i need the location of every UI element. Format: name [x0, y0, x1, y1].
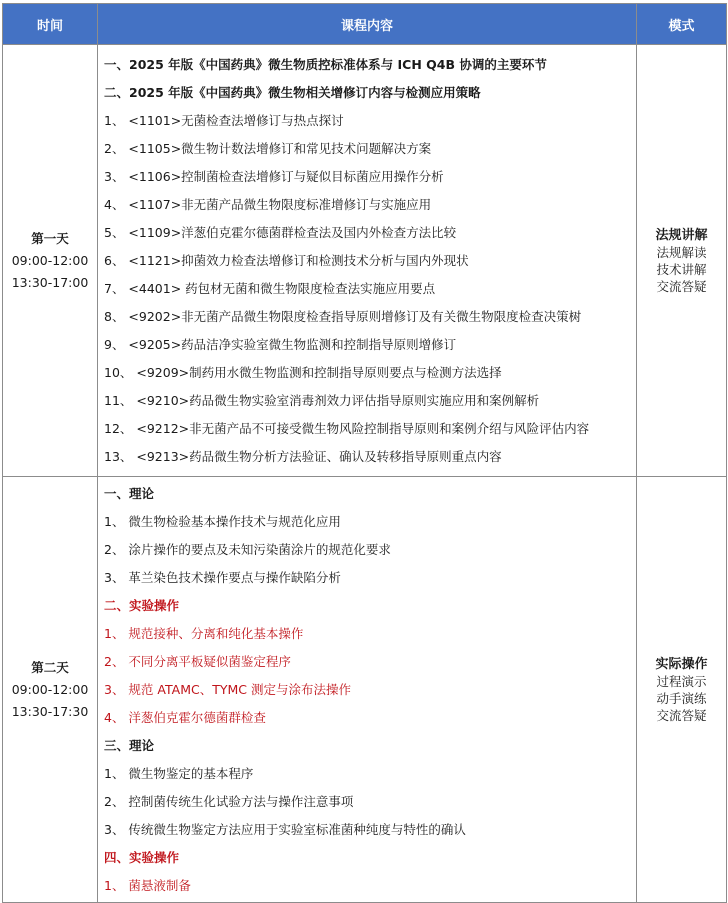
day1-row: [3, 45, 727, 477]
day2-time-morning: 09:00-12:00: [11, 681, 89, 697]
day2-mode-item: 动手演练: [656, 690, 707, 706]
day2-content-line: 1、 规范接种、分离和纯化基本操作: [104, 625, 304, 641]
day2-content-list: [98, 480, 636, 900]
day1-mode-item: 技术讲解: [656, 261, 707, 277]
day2-content-line: 1、 菌悬液制备: [104, 877, 191, 893]
day1-content-line: 8、 <9202>非无菌产品微生物限度检查指导原则增修订及有关微生物限度检查决策树: [104, 308, 582, 324]
day2-content-line: 2、 控制菌传统生化试验方法与操作注意事项: [104, 793, 354, 809]
day1-mode-cell: [637, 45, 727, 477]
day1-time-morning: 09:00-12:00: [11, 252, 89, 268]
day1-content-list: [98, 51, 636, 471]
day1-content-line: 2、 <1105>微生物计数法增修订和常见技术问题解决方案: [104, 140, 432, 156]
day2-mode-title: 实际操作: [655, 656, 708, 672]
day1-content-line: 5、 <1109>洋葱伯克霍尔德菌群检查法及国内外检查方法比较: [104, 224, 457, 240]
day2-content-line: 1、 微生物检验基本操作技术与规范化应用: [104, 513, 341, 529]
header-time: 时间: [3, 4, 98, 45]
day1-label: 第一天: [31, 230, 69, 246]
header-mode: 模式: [637, 4, 727, 45]
day2-content-line: 3、 革兰染色技术操作要点与操作缺陷分析: [104, 569, 341, 585]
day2-content-line: 2、 不同分离平板疑似菌鉴定程序: [104, 653, 291, 669]
day2-content-line: 2、 涂片操作的要点及未知污染菌涂片的规范化要求: [104, 541, 391, 557]
day1-content-line: 6、 <1121>抑菌效力检查法增修订和检测技术分析与国内外现状: [104, 252, 469, 268]
day1-content-line: 11、 <9210>药品微生物实验室消毒剂效力评估指导原则实施应用和案例解析: [104, 392, 540, 408]
day1-content-line: 10、 <9209>制药用水微生物监测和控制指导原则要点与检测方法选择: [104, 364, 502, 380]
day1-mode-item: 法规解读: [656, 244, 707, 260]
day2-content-line: 3、 规范 ATAMC、TYMC 测定与涂布法操作: [104, 681, 351, 697]
day2-content-cell: [98, 477, 637, 903]
day2-content-line: 一、理论: [104, 485, 155, 501]
day2-time-afternoon: 13:30-17:30: [11, 703, 89, 719]
day1-content-line: 二、2025 年版《中国药典》微生物相关增修订内容与检测应用策略: [104, 84, 481, 100]
header-content: 课程内容: [98, 4, 637, 45]
day1-content-line: 7、 <4401> 药包材无菌和微生物限度检查法实施应用要点: [104, 280, 436, 296]
day2-mode-item: 交流答疑: [656, 707, 707, 723]
day2-mode-item: 过程演示: [656, 673, 707, 689]
table-header-row: [3, 4, 727, 45]
day1-content-cell: [98, 45, 637, 477]
day2-mode-cell: [637, 477, 727, 903]
day2-label: 第二天: [31, 659, 69, 675]
course-schedule-table: [2, 3, 727, 903]
day1-time-afternoon: 13:30-17:00: [11, 274, 89, 290]
day1-mode-item: 交流答疑: [656, 278, 707, 294]
day1-content-line: 1、 <1101>无菌检查法增修订与热点探讨: [104, 112, 344, 128]
schedule-wrapper: [2, 3, 726, 903]
day2-content-line: 4、 洋葱伯克霍尔德菌群检查: [104, 709, 266, 725]
day1-content-line: 3、 <1106>控制菌检查法增修订与疑似目标菌应用操作分析: [104, 168, 444, 184]
day2-content-line: 三、理论: [104, 737, 155, 753]
day1-time-cell: [3, 45, 98, 477]
day2-content-line: 二、实验操作: [104, 597, 180, 613]
day1-content-line: 一、2025 年版《中国药典》微生物质控标准体系与 ICH Q4B 协调的主要环节: [104, 56, 547, 72]
day1-content-line: 12、 <9212>非无菌产品不可接受微生物风险控制指导原则和案例介绍与风险评估内容: [104, 420, 590, 436]
day1-content-line: 4、 <1107>非无菌产品微生物限度标准增修订与实施应用: [104, 196, 432, 212]
day2-time-cell: [3, 477, 98, 903]
day2-content-line: 1、 微生物鉴定的基本程序: [104, 765, 254, 781]
day1-content-line: 13、 <9213>药品微生物分析方法验证、确认及转移指导原则重点内容: [104, 448, 502, 464]
day1-mode-title: 法规讲解: [655, 227, 708, 243]
day2-content-line: 四、实验操作: [104, 849, 180, 865]
day2-content-line: 3、 传统微生物鉴定方法应用于实验室标准菌种纯度与特性的确认: [104, 821, 466, 837]
day1-content-line: 9、 <9205>药品洁净实验室微生物监测和控制指导原则增修订: [104, 336, 457, 352]
day2-row: [3, 477, 727, 903]
